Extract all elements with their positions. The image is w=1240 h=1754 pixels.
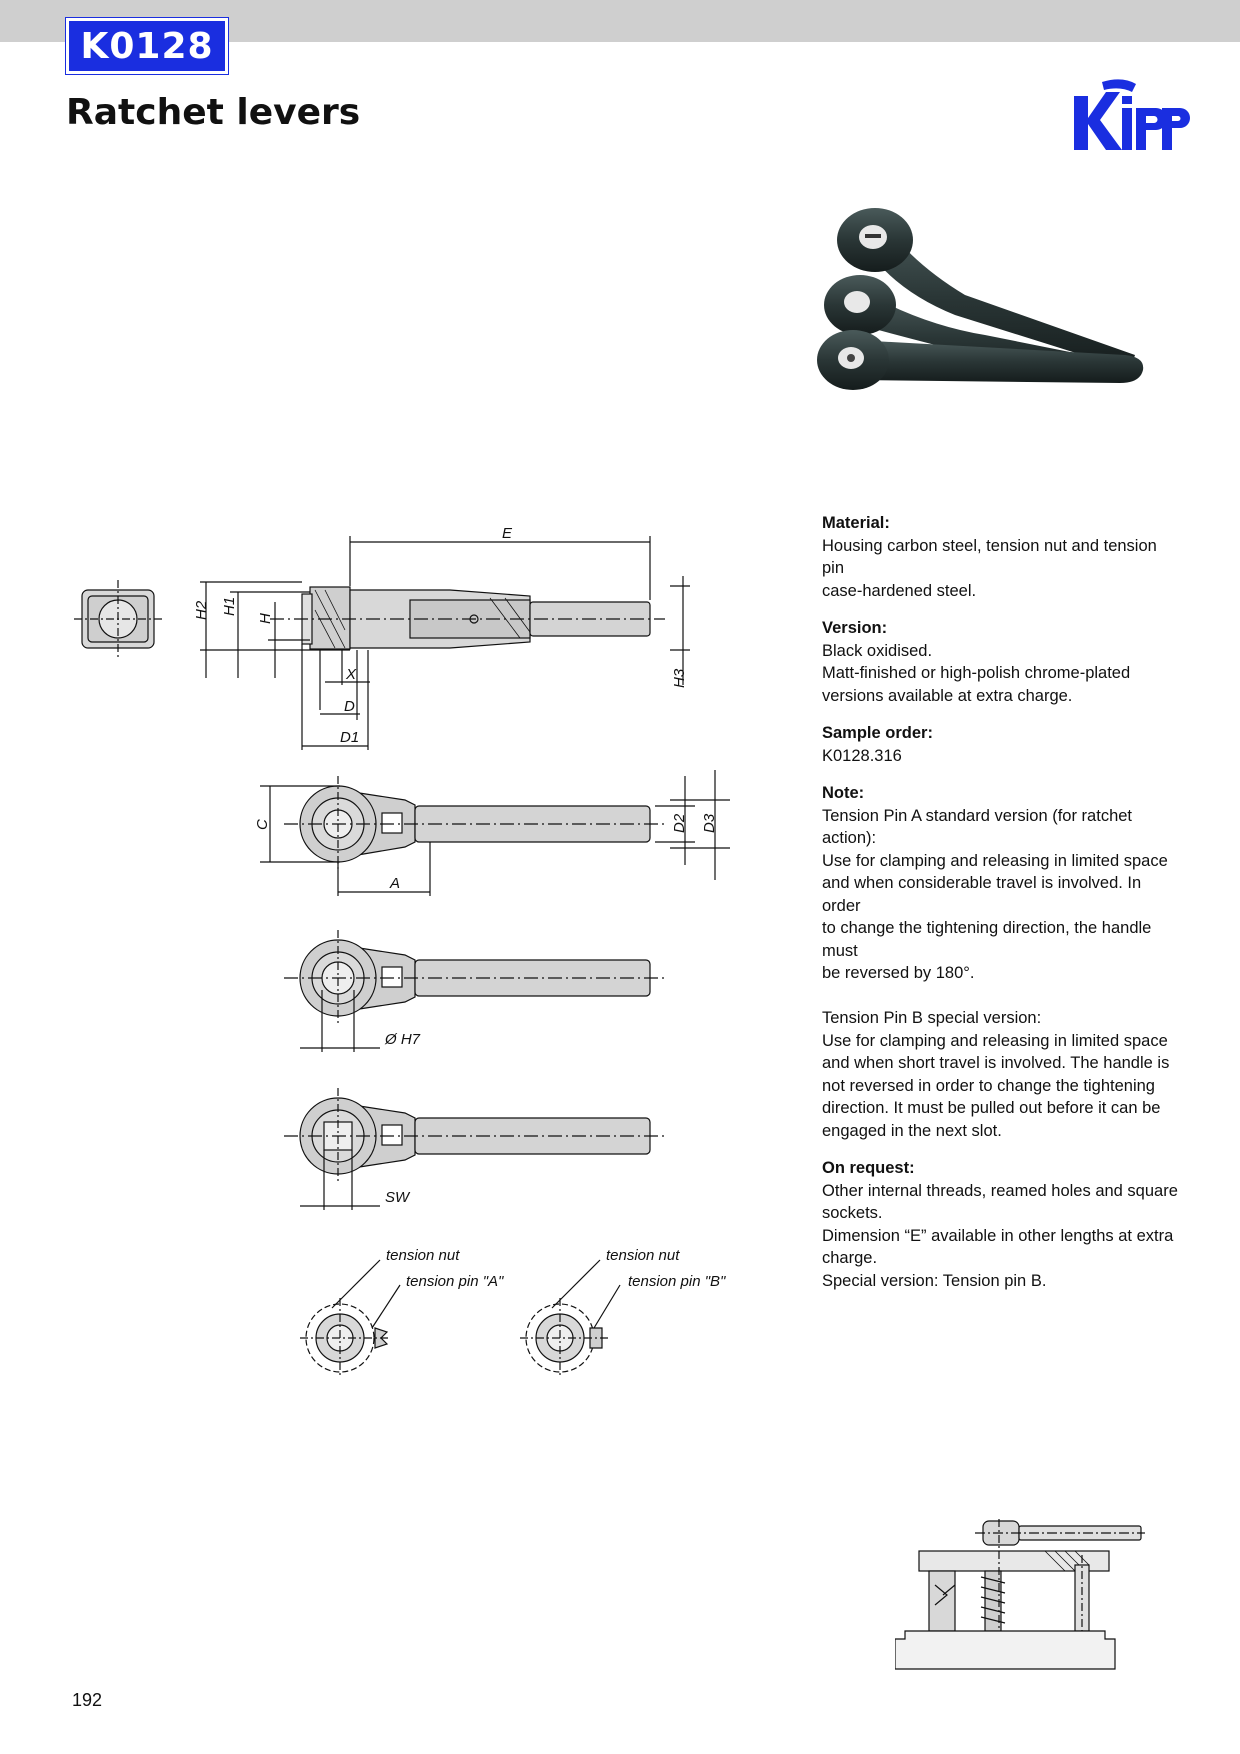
dim-label-d1: D1 [340, 729, 360, 746]
version-line: Matt-finished or high-polish chrome-plated [822, 664, 1131, 682]
note-line: engaged in the next slot. [822, 1121, 1002, 1140]
dim-label-h7: Ø H7 [385, 1031, 421, 1048]
tension-pin-a-detail [300, 1260, 400, 1378]
detail-label-tension-nut-a: tension nut [386, 1247, 460, 1264]
page-number: 192 [72, 1690, 103, 1710]
note-line: and when short travel is involved. The handle is [822, 1054, 1170, 1072]
product-info [822, 512, 1182, 1307]
dim-label-d3: D3 [701, 813, 718, 833]
note-line: direction. It must be pulled out before it can be [822, 1099, 1161, 1117]
top-view-drawing [260, 770, 730, 896]
note-line: Use for clamping and releasing in limited space [822, 1031, 1168, 1050]
note-section [822, 782, 1182, 1142]
dim-label-x: X [346, 666, 357, 683]
material-heading: Material: [822, 514, 890, 532]
note-line: Use for clamping and releasing in limited space [822, 851, 1168, 870]
on-request-line: Dimension “E” available in other lengths at extra [822, 1226, 1174, 1245]
dim-label-h1: H1 [221, 596, 238, 616]
on-request-line: Special version: Tension pin B. [822, 1271, 1047, 1290]
page-title: Ratchet levers [66, 92, 361, 133]
note-line: be reversed by 180°. [822, 964, 975, 982]
dim-label-e: E [502, 525, 513, 542]
note-line: not reversed in order to change the tightening [822, 1076, 1155, 1095]
sample-order-value: K0128.316 [822, 746, 902, 765]
note-heading: Note: [822, 784, 865, 802]
sample-order-section [822, 722, 1182, 767]
dim-label-h3: H3 [671, 668, 688, 688]
product-photo [815, 205, 1165, 435]
material-section [822, 512, 1182, 602]
side-section-drawing [200, 536, 690, 750]
application-drawing [895, 1515, 1155, 1675]
dim-label-c: C [254, 819, 271, 830]
material-line: case-hardened steel. [822, 581, 977, 600]
note-line: and when considerable travel is involved. In order [822, 874, 1142, 915]
sample-order-heading: Sample order: [822, 724, 933, 742]
tension-pin-b-detail [520, 1260, 620, 1378]
dim-label-d2: D2 [671, 813, 688, 833]
material-line: Housing carbon steel, tension nut and tension pin [822, 536, 1157, 577]
on-request-heading: On request: [822, 1159, 915, 1177]
bore-view-drawing [284, 930, 665, 1052]
on-request-section [822, 1157, 1182, 1292]
version-line: versions available at extra charge. [822, 686, 1073, 705]
version-line: Black oxidised. [822, 641, 933, 660]
end-view-drawing [74, 580, 162, 660]
square-socket-view-drawing [284, 1088, 665, 1210]
dim-label-d: D [344, 698, 355, 715]
version-section [822, 617, 1182, 707]
note-line: Tension Pin A standard version (for ratchet action): [822, 806, 1133, 847]
on-request-line: charge. [822, 1249, 878, 1267]
note-line: to change the tightening direction, the handle must [822, 919, 1152, 960]
dim-label-h: H [257, 613, 274, 624]
note-spacer [822, 985, 1182, 1008]
detail-label-tension-pin-a: tension pin "A" [406, 1273, 504, 1290]
dim-label-sw: SW [385, 1189, 410, 1206]
note-line: Tension Pin B special version: [822, 1009, 1042, 1027]
dim-label-h2: H2 [193, 600, 210, 620]
product-code-badge: K0128 [66, 18, 228, 74]
kipp-logo-icon [1072, 74, 1190, 160]
detail-label-tension-nut-b: tension nut [606, 1247, 680, 1264]
dim-label-a: A [390, 875, 401, 892]
on-request-line: Other internal threads, reamed holes and square [822, 1181, 1178, 1200]
technical-drawings [70, 520, 770, 1400]
version-heading: Version: [822, 619, 888, 637]
detail-label-tension-pin-b: tension pin "B" [628, 1273, 726, 1290]
on-request-line: sockets. [822, 1204, 883, 1222]
